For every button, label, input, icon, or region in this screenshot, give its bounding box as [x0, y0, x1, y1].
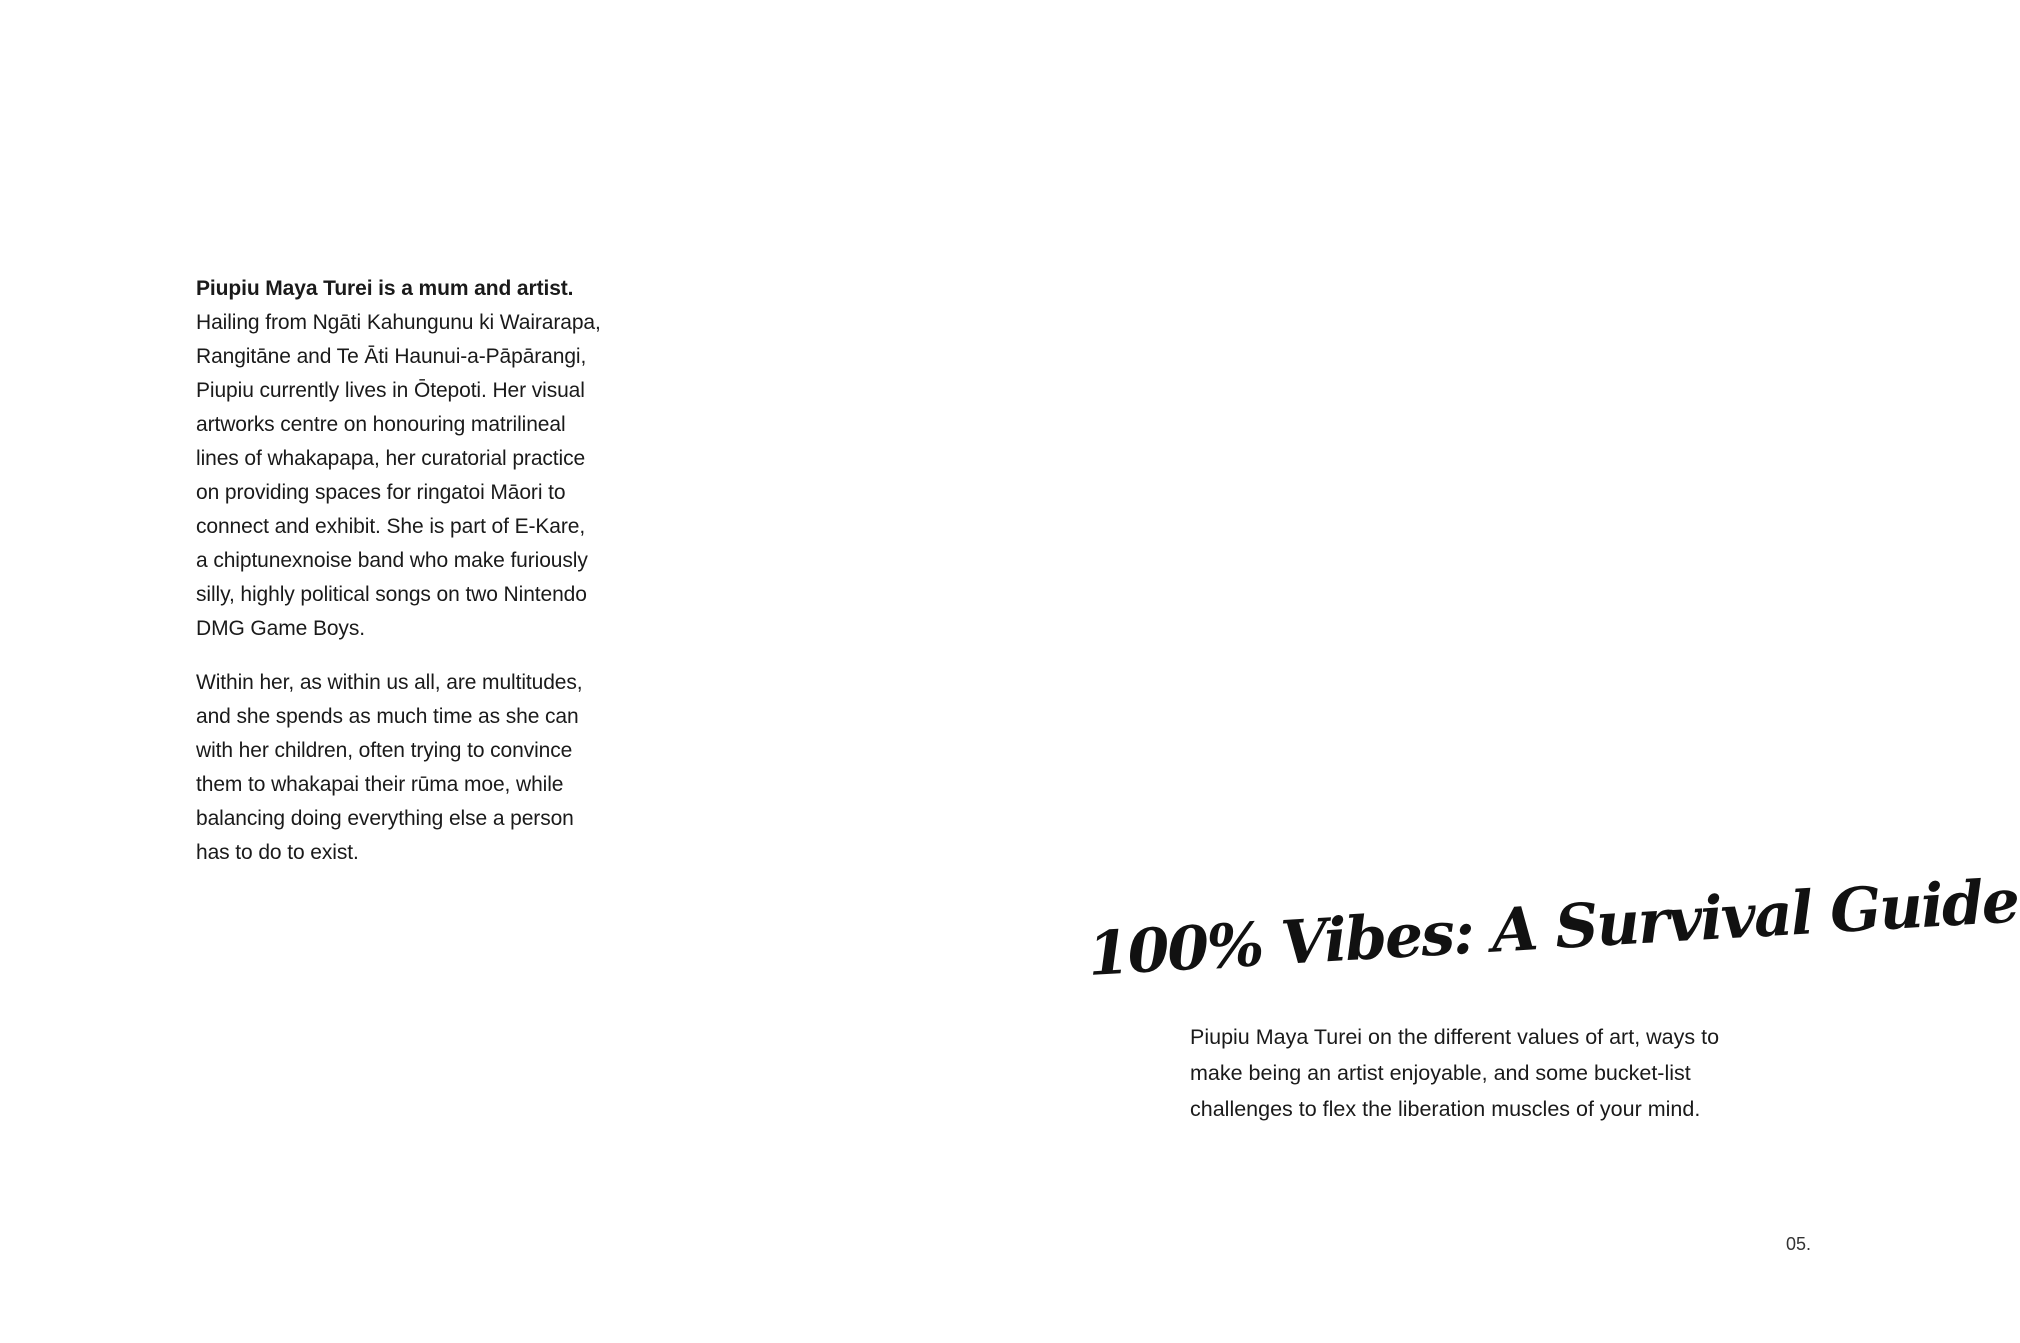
- bio-paragraph-1: [196, 272, 626, 646]
- bio-paragraph-1-text: Hailing from Ngāti Kahungunu ki Wairarapa, Rangitāne and Te Āti Haunui-a-Pāpārangi, Piupiu currently lives in Ōtepoti. Her visual artworks centre on honouring matrilineal lines of whakapapa, her curatorial practice on providing spaces for ringatoi Māori to connect and exhibit. She is part of E-Kare, a chiptunexnoise band who make furiously silly, highly political songs on two Nintendo DMG Game Boys.: [196, 311, 601, 640]
- page-number: 05.: [1786, 1234, 1812, 1254]
- article-title: 100% Vibes: A Survival Guide: [1085, 866, 2020, 991]
- bio-paragraph-2: Within her, as within us all, are multitudes, and she spends as much time as she can with her children, often trying to convince them to whakapai their rūma moe, while balancing doing everything else a person has to do to exist.: [196, 671, 583, 864]
- article-standfirst: Piupiu Maya Turei on the different values of art, ways to make being an artist enjoyable, and some bucket-list challenges to flex the liberation muscles of your mind.: [1190, 1025, 1720, 1121]
- artist-bio: [196, 272, 626, 890]
- bio-lead: Piupiu Maya Turei is a mum and artist.: [196, 277, 574, 300]
